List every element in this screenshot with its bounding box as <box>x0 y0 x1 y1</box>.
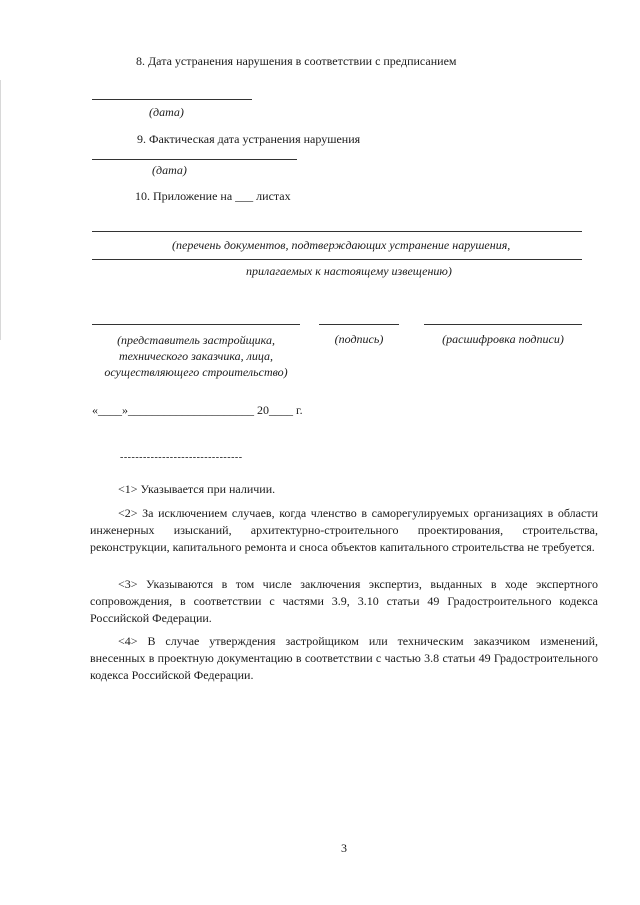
signature-caption: (подпись) <box>334 332 384 346</box>
footnote-4 <box>90 633 598 684</box>
scan-edge-shadow <box>0 80 1 340</box>
representative-caption <box>92 332 300 380</box>
date-line: «____»_____________________ 20____ г. <box>92 403 303 417</box>
signature-decode-line <box>424 324 582 325</box>
footnote-2 <box>90 505 598 556</box>
footnote-text: <1> Указывается при наличии. <box>118 482 276 496</box>
representative-caption-line: технического заказчика, лица, <box>118 349 274 363</box>
page-number: 3 <box>341 841 347 855</box>
section-8-date-line <box>92 99 252 100</box>
section-10-caption-line-2: прилагаемых к настоящему извещению) <box>246 264 452 278</box>
section-8-text: 8. Дата устранения нарушения в соответствии с предписанием <box>136 54 457 68</box>
footnote-separator: -------------------------------- <box>120 452 243 463</box>
section-10-label: 10. Приложение на ___ листах <box>135 189 291 203</box>
representative-line <box>92 324 300 325</box>
attachments-line-1 <box>92 231 582 232</box>
signature-line <box>319 324 399 325</box>
signature-decode-caption: (расшифровка подписи) <box>442 332 564 346</box>
section-10-caption-line-1: (перечень документов, подтверждающих устранение нарушения, <box>172 238 511 252</box>
attachments-line-2 <box>92 259 582 260</box>
representative-caption-line: осуществляющего строительство) <box>104 365 288 379</box>
section-8-caption: (дата) <box>149 105 184 119</box>
section-9-date-line <box>92 159 297 160</box>
representative-caption-line: (представитель застройщика, <box>117 333 275 347</box>
section-9-text: 9. Фактическая дата устранения нарушения <box>137 132 361 146</box>
footnote-text: <4> В случае утверждения застройщиком или техническим заказчиком изменений, внесенных в проектную документацию в соответствии с частью 3.8 статьи 49 Градостроительного кодекса Российской Федерации. <box>90 634 598 682</box>
footnote-text: <2> За исключением случаев, когда членство в саморегулируемых организациях в области инженерных изысканий, архитектурно-строительного проектирования, строительства, реконструкции, капитального ремонта и сноса объектов капитального строительства не требуется. <box>90 506 598 554</box>
section-9-caption: (дата) <box>152 163 187 177</box>
footnote-3 <box>90 576 598 627</box>
footnote-1 <box>90 481 598 498</box>
footnote-text: <3> Указываются в том числе заключения экспертиз, выданных в ходе экспертного сопровождения, в соответствии с частями 3.9, 3.10 статьи 49 Градостроительного кодекса Российской Федерации. <box>90 577 598 625</box>
